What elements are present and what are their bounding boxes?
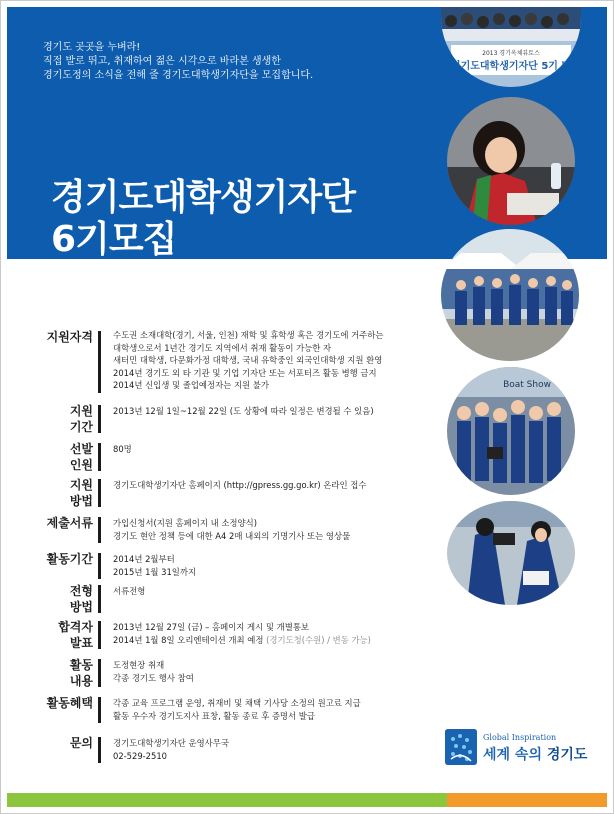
section-divider	[98, 331, 101, 393]
section-content: 가입신청서(지원 홈페이지 내 소정양식) 경기도 현안 정책 등에 대한 A4 2매 내외의 기명기사 또는 영상물	[113, 518, 351, 541]
section-label: 지원자격	[46, 330, 93, 344]
camera-crew-photo	[447, 501, 575, 605]
section-divider	[98, 737, 101, 763]
intro-line: 경기도정의 소식을 전해 줄 경기도대학생기자단을 모집합니다.	[43, 70, 314, 81]
student-writing-photo	[447, 97, 575, 225]
footer-bar-orange	[447, 793, 607, 807]
logo-mark-icon	[445, 729, 477, 765]
intro-text	[43, 41, 423, 83]
intro-line: 경기도 곳곳을 누벼라!	[43, 42, 141, 53]
section-label: 활동기간	[46, 552, 93, 566]
section-label: 문의	[69, 736, 93, 750]
section-label: 지원 방법	[69, 478, 93, 508]
section-content: 도정현장 취재 각종 경기도 행사 참여	[113, 660, 194, 683]
reporters-group-photo	[441, 229, 579, 361]
section-divider	[98, 659, 101, 687]
section-content: 2013년 12월 1일~12월 22일 (도 상황에 따라 일정은 변경될 수 있음)	[113, 406, 374, 416]
page-subtitle: 6기모집	[51, 219, 177, 260]
logo-name: 세계 속의 경기도	[483, 747, 588, 763]
footer-bar-green	[7, 793, 447, 807]
section-label: 제출서류	[46, 516, 93, 530]
banner-line: 2013 경기옥체뷰토스	[482, 50, 540, 57]
section-divider	[98, 621, 101, 649]
section-content: 각종 교육 프로그램 운영, 취재비 및 채택 기사당 소정의 원고료 지급 활동 우수자 경기도지사 표창, 활동 종료 후 증명서 발급	[113, 698, 361, 721]
section-content: 서류전형	[113, 586, 146, 596]
section-content: 경기도대학생기자단 운영사무국 02-529-2510	[113, 738, 229, 761]
section-divider	[98, 405, 101, 433]
announcement-note: (경기도청(수원) / 변동 가능)	[263, 634, 371, 645]
section-divider	[98, 443, 101, 471]
section-divider	[98, 697, 101, 723]
boat-show-text: Boat Show	[503, 380, 551, 390]
section-content: 2013년 12월 27일 (금) – 홈페이지 게시 및 개별통보 2014년 1월 8일 오리엔테이션 개최 예정 (경기도청(수원) / 변동 가능)	[113, 622, 371, 645]
gyeonggi-logo	[445, 729, 595, 769]
section-content: 2014년 2월부터 2015년 1월 31일까지	[113, 554, 197, 577]
section-label: 합격자 발표	[58, 620, 93, 650]
section-divider	[98, 479, 101, 507]
section-content: 80명	[113, 444, 132, 454]
boat-show-photo	[447, 367, 575, 495]
section-content: 경기도대학생기자단 홈페이지 (http://gpress.gg.go.kr) 온라인 접수	[113, 480, 367, 490]
section-label: 활동 내용	[69, 658, 93, 688]
banner-line: 경기도대학생기자단 5기 단	[450, 61, 572, 72]
section-content: 수도권 소재대학(경기, 서울, 인천) 재학 및 휴학생 혹은 경기도에 거주하는 대학생으로서 1년간 경기도 지역에서 취재 활동이 가능한 자 새터민 대학생, 다문화가정 대학생, 국내 유학중인 외국인대학생 지원 환영 2014년 경기도 외 타 기관 및 기업 기자단 또는 서포터즈 활동 병행 금지 2014년 신입생 및 졸업예정자는 지원 불가	[113, 330, 384, 391]
page-title: 경기도대학생기자단	[51, 177, 355, 218]
logo-slogan: Global Inspiration	[483, 733, 557, 742]
section-divider	[98, 553, 101, 579]
section-label: 지원 기간	[69, 404, 93, 434]
section-label: 전형 방법	[69, 584, 93, 614]
section-label: 선발 인원	[69, 442, 93, 472]
section-divider	[98, 585, 101, 613]
section-label: 활동혜택	[46, 696, 93, 710]
section-divider	[98, 517, 101, 543]
intro-line: 직접 발로 뛰고, 취재하여 젊은 시각으로 바라본 생생한	[43, 56, 281, 67]
